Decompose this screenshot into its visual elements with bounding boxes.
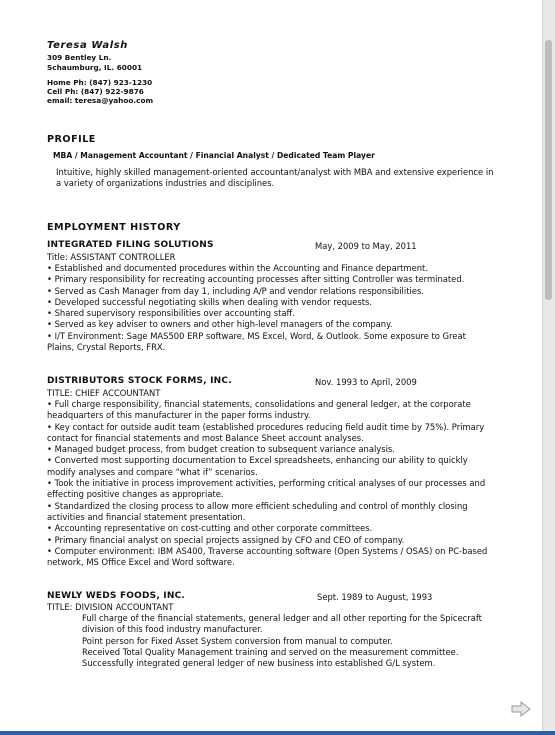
cell-phone: Cell Ph: (847) 922-9876 xyxy=(47,87,144,96)
job-2-dates: Nov. 1993 to April, 2009 xyxy=(315,377,417,387)
job-3-duties xyxy=(82,613,537,669)
job-2-duty: • Full charge responsibility, financial statements, consolidations and general ledger, at the corporate xyxy=(47,399,471,409)
profile-summary-line-2: a variety of organizations industries and disciplines. xyxy=(56,178,275,188)
job-2-duty: • Took the initiative in process improvement activities, performing critical analyses of our processes and xyxy=(47,478,486,489)
job-2-duty: • Primary financial analyst on special projects assigned by CFO and CEO of company. xyxy=(47,534,405,545)
job-3-dates: Sept. 1989 to August, 1993 xyxy=(317,592,433,602)
job-2-title: TITLE: CHIEF ACCOUNTANT xyxy=(47,388,161,398)
job-2-duty: • Managed budget process, from budget creation to subsequent variance analysis. xyxy=(47,444,395,455)
window-bottom-border xyxy=(0,731,555,735)
job-2-duty: modify analyses and compare “what if” scenarios. xyxy=(47,466,258,477)
job-1-duty: • Established and documented procedures within the Accounting and Finance department. xyxy=(47,263,428,273)
address-line-1: 309 Bentley Ln. xyxy=(47,53,112,62)
job-2-duty: • Accounting representative on cost-cutting and other corporate committees. xyxy=(47,523,373,534)
job-1-duty: • I/T Environment: Sage MAS500 ERP software, MS Excel, Word, & Outlook. Some exposure to Great xyxy=(47,330,466,341)
job-1-duty: • Developed successful negotiating skills when dealing with vendor requests. xyxy=(47,296,373,307)
job-3-duty: Successfully integrated general ledger of new business into established G/L system. xyxy=(82,658,436,669)
employment-heading: EMPLOYMENT HISTORY xyxy=(47,222,181,233)
address-line-2: Schaumburg, IL. 60001 xyxy=(47,63,143,72)
job-2-duty: activities and financial statement presentation. xyxy=(47,511,246,522)
job-3-duty: Full charge of the financial statements, general ledger and all other reporting for the Spicecraft xyxy=(82,613,482,623)
job-1-duty: Plains, Crystal Reports, FRX. xyxy=(47,342,166,353)
job-3-duty: Received Total Quality Management training and served on the measurement committee. xyxy=(82,646,459,657)
job-1-company: INTEGRATED FILING SOLUTIONS xyxy=(47,240,214,250)
job-1-title: Title: ASSISTANT CONTROLLER xyxy=(47,252,176,262)
email-address: email: teresa@yahoo.com xyxy=(47,96,154,105)
next-page-button[interactable] xyxy=(510,700,532,718)
job-2-duty: • Standardized the closing process to allow more efficient scheduling and control of monthly closing xyxy=(47,500,468,511)
profile-summary-line-1: Intuitive, highly skilled management-oriented accountant/analyst with MBA and extensive experience in xyxy=(56,167,494,177)
job-1-duty: • Primary responsibility for recreating accounting processes after sitting Controller was terminated. xyxy=(47,274,465,285)
job-2-duty: • Converted most supporting documentation to Excel spreadsheets, enhancing our ability to quickly xyxy=(47,455,468,466)
vertical-scrollbar[interactable] xyxy=(542,0,555,735)
job-2-duty: effecting positive changes as appropriate. xyxy=(47,489,224,500)
job-1-duties xyxy=(47,263,537,353)
job-2-duty: network, MS Office Excel and Word software. xyxy=(47,557,235,568)
job-1-dates: May, 2009 to May, 2011 xyxy=(315,241,417,251)
scrollbar-thumb[interactable] xyxy=(545,40,552,300)
job-2-duty: • Computer environment: IBM AS400, Traverse accounting software (Open Systems / OSAS) on PC-based xyxy=(47,545,488,556)
job-3-duty: division of this food industry manufacturer. xyxy=(82,624,263,635)
job-1-duty: • Served as Cash Manager from day 1, including A/P and vendor relations responsibilities. xyxy=(47,285,425,296)
job-2-duty: contact for financial statements and most Balance Sheet account analyses. xyxy=(47,432,364,443)
job-2-duty: headquarters of this manufacturer in the paper forms industry. xyxy=(47,410,311,421)
job-3-company: NEWLY WEDS FOODS, INC. xyxy=(47,591,186,601)
job-2-duty: • Key contact for outside audit team (established procedures reducing field audit time by 75%). Primary xyxy=(47,421,485,432)
candidate-name: Teresa Walsh xyxy=(47,40,129,51)
job-1-duty: • Served as key adviser to owners and other high-level managers of the company. xyxy=(47,319,393,330)
home-phone: Home Ph: (847) 923-1230 xyxy=(47,78,153,87)
job-2-duties xyxy=(47,399,542,568)
profile-credentials: MBA / Management Accountant / Financial Analyst / Dedicated Team Player xyxy=(53,151,375,160)
job-2-company: DISTRIBUTORS STOCK FORMS, INC. xyxy=(47,376,232,386)
job-1-duty: • Shared supervisory responsibilities over accounting staff. xyxy=(47,308,295,319)
job-3-duty: Point person for Fixed Asset System conversion from manual to computer. xyxy=(82,635,393,646)
profile-heading: PROFILE xyxy=(47,134,96,145)
job-3-title: TITLE: DIVISION ACCOUNTANT xyxy=(47,602,174,612)
arrow-right-icon xyxy=(510,700,532,718)
